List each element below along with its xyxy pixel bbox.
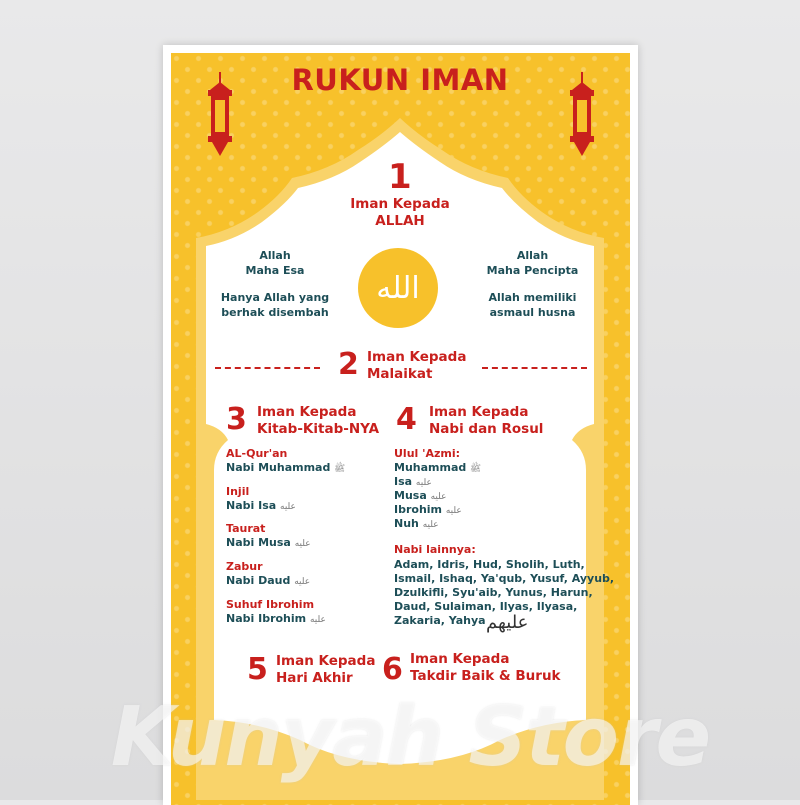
book-prophet	[226, 611, 326, 628]
pillar-4-heading	[429, 404, 543, 438]
salam-icon: عليه	[280, 502, 296, 512]
left-top-line1: Allah	[259, 249, 291, 262]
pillar-5-line1: Iman Kepada	[276, 653, 376, 669]
pillar-6-number: 6	[382, 652, 403, 687]
right-top-line1: Allah	[516, 249, 549, 262]
book-prophet-name: Nabi Isa	[226, 499, 277, 512]
pillar-1-line1: Iman Kepada	[350, 196, 450, 212]
left-top-line2: Maha Esa	[245, 264, 305, 277]
allah-calligraphy-medallion	[358, 248, 438, 328]
pillar-6-line1: Iman Kepada	[410, 651, 510, 667]
divider-right	[482, 367, 587, 369]
pillar-4-line2: Nabi dan Rosul	[429, 421, 544, 437]
divider-left	[215, 367, 320, 369]
book-prophet-name: Nabi Ibrohim	[226, 612, 307, 625]
salam-icon: عليه	[445, 506, 462, 516]
pillar-2-heading	[367, 349, 466, 383]
other-prophets-line: Zakaria, Yahya	[394, 614, 486, 627]
pillar-1-right-bottom	[470, 290, 595, 320]
ulul-name: Ibrohim	[394, 503, 443, 516]
poster-title: RUKUN IMAN	[291, 63, 509, 97]
ulul-name: Muhammad	[394, 461, 467, 474]
right-bottom-line1: Allah memiliki	[488, 291, 577, 304]
lantern-right-icon	[562, 72, 602, 164]
other-prophets-line: Ismail, Ishaq, Ya'qub, Yusuf, Ayyub,	[394, 572, 615, 585]
alaihissalam-calligraphy-icon: عليهم	[486, 612, 529, 633]
salam-icon: عليه	[294, 577, 311, 587]
ulul-name: Nuh	[394, 517, 419, 530]
salam-icon: عليه	[415, 478, 432, 488]
book-prophet	[226, 460, 345, 477]
salawat-icon: ﷺ	[470, 464, 481, 474]
book-name: AL-Qur'an	[226, 447, 288, 460]
pillar-3-heading	[257, 404, 379, 438]
salawat-icon: ﷺ	[334, 464, 346, 474]
allah-calligraphy-text: الله	[376, 270, 420, 306]
salam-icon: عليه	[430, 492, 447, 502]
pillar-1-number: 1	[388, 157, 412, 197]
pillar-2-line1: Iman Kepada	[367, 349, 467, 365]
pillar-1-right-top	[470, 248, 595, 278]
book-prophet	[226, 535, 311, 552]
pillar-5-heading	[276, 653, 375, 687]
pillar-6-line2: Takdir Baik & Buruk	[410, 668, 561, 684]
ulul-azmi-title: Ulul 'Azmi:	[394, 447, 461, 460]
left-bottom-line1: Hanya Allah yang	[220, 291, 330, 304]
right-bottom-line2: asmaul husna	[489, 306, 576, 319]
salam-icon: عليه	[309, 615, 326, 625]
right-top-line2: Maha Pencipta	[486, 264, 579, 277]
pillar-3-number: 3	[226, 402, 247, 437]
book-name: Injil	[226, 485, 250, 498]
store-watermark: Kunyah Store	[110, 690, 710, 785]
book-name: Zabur	[226, 560, 263, 573]
book-prophet-name: Nabi Musa	[226, 536, 291, 549]
pillar-3-line2: Kitab-Kitab-NYA	[257, 421, 380, 437]
book-prophet-name: Nabi Daud	[226, 574, 291, 587]
pillar-2-number: 2	[338, 347, 359, 382]
pillar-4-number: 4	[396, 402, 417, 437]
pillar-5-number: 5	[247, 652, 268, 687]
pillar-5-line2: Hari Akhir	[276, 670, 353, 686]
book-name: Suhuf Ibrohim	[226, 598, 315, 611]
book-prophet	[226, 498, 296, 515]
other-prophets-line: Adam, Idris, Hud, Sholih, Luth,	[394, 558, 585, 571]
pillar-4-line1: Iman Kepada	[429, 404, 529, 420]
pillar-1-heading	[320, 196, 480, 230]
pillar-1-left-bottom	[210, 290, 340, 320]
ulul-name: Musa	[394, 489, 427, 502]
ulul-item	[394, 516, 439, 533]
salam-icon: عليه	[422, 520, 439, 530]
pillar-1-line2: ALLAH	[375, 213, 425, 229]
book-prophet	[226, 573, 310, 590]
other-prophets-line: Daud, Sulaiman, Ilyas, Ilyasa,	[394, 600, 578, 613]
book-name: Taurat	[226, 522, 266, 535]
pillar-6-heading	[410, 651, 561, 685]
pillar-3-line1: Iman Kepada	[257, 404, 357, 420]
other-prophets-line: Dzulkifli, Syu'aib, Yunus, Harun,	[394, 586, 593, 599]
book-prophet-name: Nabi Muhammad	[226, 461, 331, 474]
other-prophets-title: Nabi lainnya:	[394, 543, 476, 556]
pillar-1-left-top	[215, 248, 335, 278]
pillar-2-line2: Malaikat	[367, 366, 433, 382]
salam-icon: عليه	[294, 539, 311, 549]
ulul-name: Isa	[394, 475, 413, 488]
left-bottom-line2: berhak disembah	[221, 306, 329, 319]
lantern-left-icon	[200, 72, 240, 164]
